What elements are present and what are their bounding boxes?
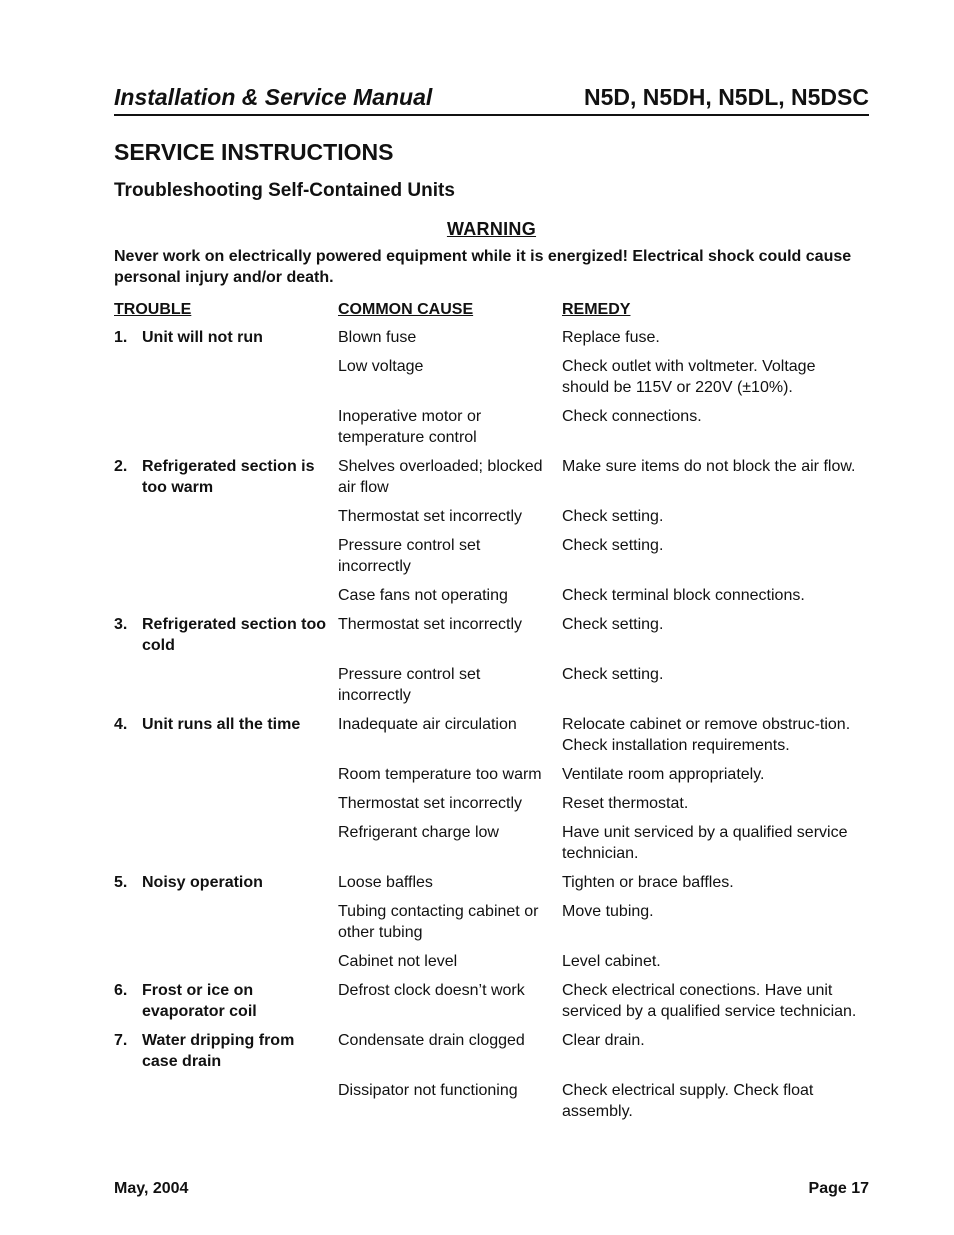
column-header-cause: COMMON CAUSE: [338, 301, 474, 318]
trouble-item: [114, 614, 329, 656]
trouble-label: Water dripping from case drain: [142, 1032, 295, 1070]
remedy: Relocate cabinet or remove obstruc-tion. Check installation requirements.: [562, 716, 851, 754]
trouble-number: 5.: [114, 874, 128, 891]
common-cause: Condensate drain clogged: [338, 1032, 525, 1049]
trouble-group: [114, 1030, 869, 1122]
trouble-label: Noisy operation: [142, 874, 263, 891]
common-cause: Thermostat set incorrectly: [338, 508, 523, 525]
trouble-item: [114, 1030, 329, 1072]
table-row: [114, 356, 869, 398]
remedy: Ventilate room appropriately.: [562, 766, 765, 783]
trouble-group: [114, 614, 869, 706]
trouble-number: 6.: [114, 982, 128, 999]
common-cause: Pressure control set incorrectly: [338, 537, 481, 575]
common-cause: Pressure control set incorrectly: [338, 666, 481, 704]
remedy: Check setting.: [562, 666, 664, 683]
trouble-number: 2.: [114, 458, 128, 475]
remedy: Make sure items do not block the air flow.: [562, 458, 856, 475]
remedy: Move tubing.: [562, 903, 654, 920]
remedy: Check electrical conections. Have unit serviced by a qualified service technician.: [562, 982, 857, 1020]
subsection-title: Troubleshooting Self-Contained Units: [114, 180, 455, 201]
table-row: [114, 456, 869, 498]
warning-title: WARNING: [446, 219, 537, 239]
remedy: Check setting.: [562, 508, 664, 525]
table-row: [114, 951, 869, 972]
common-cause: Inoperative motor or temperature control: [338, 408, 482, 446]
common-cause: Shelves overloaded; blocked air flow: [338, 458, 543, 496]
common-cause: Tubing contacting cabinet or other tubing: [338, 903, 539, 941]
remedy: Level cabinet.: [562, 953, 661, 970]
remedy: Check outlet with voltmeter. Voltage should be 115V or 220V (±10%).: [562, 358, 816, 396]
common-cause: Cabinet not level: [338, 953, 458, 970]
common-cause: Refrigerant charge low: [338, 824, 499, 841]
table-row: [114, 901, 869, 943]
remedy: Check setting.: [562, 537, 664, 554]
table-row: [114, 535, 869, 577]
remedy: Reset thermostat.: [562, 795, 689, 812]
footer-date: May, 2004: [114, 1180, 189, 1197]
common-cause: Defrost clock doesn’t work: [338, 982, 525, 999]
common-cause: Blown fuse: [338, 329, 417, 346]
trouble-item: [114, 872, 329, 893]
trouble-label: Frost or ice on evaporator coil: [142, 982, 257, 1020]
table-row: [114, 793, 869, 814]
table-row: [114, 764, 869, 785]
table-row: [114, 822, 869, 864]
model-numbers: N5D, N5DH, N5DL, N5DSC: [584, 84, 869, 110]
table-row: [114, 506, 869, 527]
trouble-number: 1.: [114, 329, 128, 346]
trouble-label: Unit runs all the time: [142, 716, 301, 733]
remedy: Check terminal block connections.: [562, 587, 805, 604]
table-row: [114, 406, 869, 448]
table-row: [114, 872, 869, 893]
table-row: [114, 664, 869, 706]
table-row: [114, 714, 869, 756]
trouble-item: [114, 980, 329, 1022]
footer-page-number: Page 17: [808, 1180, 869, 1197]
warning-text: Never work on electrically powered equipment while it is energized! Electrical shock could cause personal injury and/or death.: [114, 248, 852, 286]
trouble-number: 4.: [114, 716, 128, 733]
table-row: [114, 614, 869, 656]
table-row: [114, 980, 869, 1022]
section-title: SERVICE INSTRUCTIONS: [114, 139, 394, 165]
trouble-group: [114, 980, 869, 1022]
table-row: [114, 327, 869, 348]
page-header: [114, 82, 869, 116]
common-cause: Case fans not operating: [338, 587, 508, 604]
manual-title: Installation & Service Manual: [114, 84, 433, 110]
trouble-label: Unit will not run: [142, 329, 263, 346]
trouble-group: [114, 327, 869, 448]
common-cause: Loose baffles: [338, 874, 433, 891]
table-row: [114, 585, 869, 606]
common-cause: Low voltage: [338, 358, 424, 375]
trouble-number: 7.: [114, 1032, 128, 1049]
remedy: Clear drain.: [562, 1032, 645, 1049]
trouble-label: Refrigerated section too cold: [142, 616, 327, 654]
trouble-item: [114, 456, 329, 498]
remedy: Check electrical supply. Check float assembly.: [562, 1082, 814, 1120]
column-header-remedy: REMEDY: [562, 301, 631, 318]
trouble-number: 3.: [114, 616, 128, 633]
remedy: Replace fuse.: [562, 329, 660, 346]
remedy: Have unit serviced by a qualified service technician.: [562, 824, 848, 862]
trouble-label: Refrigerated section is too warm: [142, 458, 315, 496]
table-row: [114, 1080, 869, 1122]
trouble-item: [114, 327, 329, 348]
common-cause: Room temperature too warm: [338, 766, 542, 783]
common-cause: Dissipator not functioning: [338, 1082, 518, 1099]
remedy: Check setting.: [562, 616, 664, 633]
common-cause: Thermostat set incorrectly: [338, 616, 523, 633]
troubleshooting-table: [114, 327, 869, 1130]
column-header-trouble: TROUBLE: [114, 301, 192, 318]
table-row: [114, 1030, 869, 1072]
common-cause: Thermostat set incorrectly: [338, 795, 523, 812]
remedy: Check connections.: [562, 408, 702, 425]
trouble-group: [114, 456, 869, 606]
common-cause: Inadequate air circulation: [338, 716, 517, 733]
trouble-group: [114, 872, 869, 972]
remedy: Tighten or brace baffles.: [562, 874, 734, 891]
trouble-group: [114, 714, 869, 864]
trouble-item: [114, 714, 329, 735]
